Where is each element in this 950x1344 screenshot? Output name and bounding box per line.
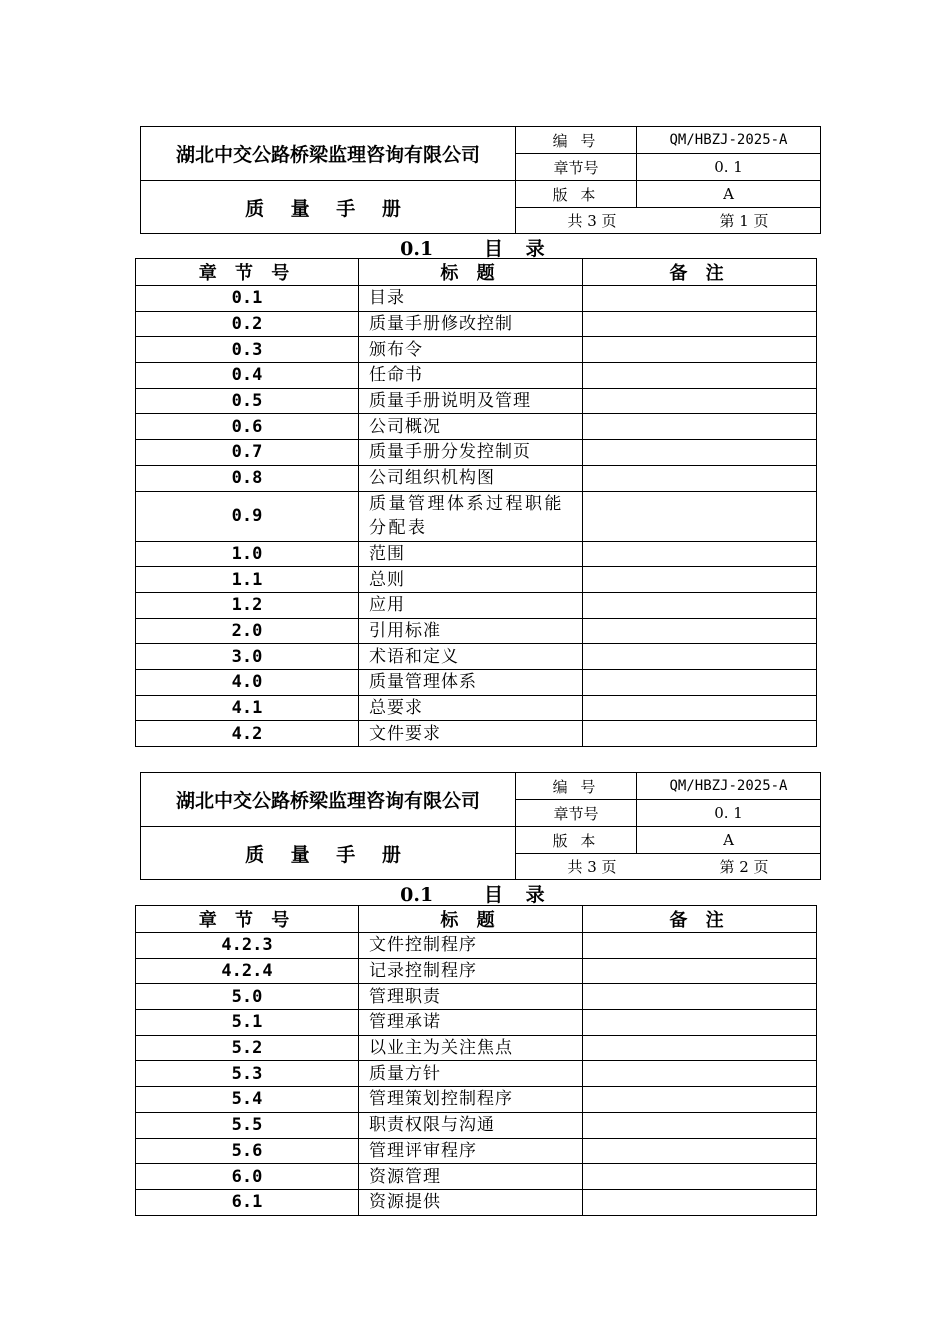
chapter-title: 质量管理体系 [359,669,583,695]
chapter-number: 4.0 [136,669,359,695]
chapter-number: 0.2 [136,311,359,337]
chapter-number: 6.0 [136,1164,359,1190]
toc-row [136,695,817,721]
chapter-column-header: 章 节 号 [136,259,359,286]
chapter-title: 公司概况 [359,414,583,440]
chapter-note [583,1112,817,1138]
chapter-note [583,1010,817,1036]
toc-row [136,1138,817,1164]
chapter-title: 记录控制程序 [359,958,583,984]
chapter-title: 任命书 [359,363,583,389]
chapter-note [583,465,817,491]
toc-row [136,286,817,312]
page-number: 第 1 页 [719,212,769,230]
chapter-title: 管理承诺 [359,1010,583,1036]
chapter-number: 0.4 [136,363,359,389]
toc-title-text: 目 录 [484,238,553,260]
chapter-note [583,1189,817,1215]
toc-row [136,984,817,1010]
chapter-number: 0.7 [136,440,359,466]
toc-title-number: 0.1 [400,238,434,260]
version-value: A [637,181,821,208]
chapter-number: 0.6 [136,414,359,440]
toc-row [136,491,817,541]
chapter-note [583,541,817,567]
toc-row [136,1010,817,1036]
chapter-title: 管理评审程序 [359,1138,583,1164]
toc-row [136,669,817,695]
chapter-number: 6.1 [136,1189,359,1215]
toc-header-row [136,259,817,286]
chapter-note [583,618,817,644]
chapter-title: 质量手册修改控制 [359,311,583,337]
toc-row [136,1035,817,1061]
toc-row [136,618,817,644]
chapter-number: 1.1 [136,567,359,593]
manual-title: 质 量 手 册 [141,181,516,234]
chapter-label: 章节号 [516,154,637,181]
toc-row [136,644,817,670]
toc-row [136,440,817,466]
code-value: QM/HBZJ-2025-A [637,773,821,800]
toc-row [136,1087,817,1113]
version-label: 版 本 [516,827,637,854]
chapter-title: 目录 [359,286,583,312]
chapter-note [583,721,817,747]
chapter-title: 以业主为关注焦点 [359,1035,583,1061]
chapter-note [583,644,817,670]
toc-row [136,465,817,491]
toc-row [136,541,817,567]
chapter-title: 引用标准 [359,618,583,644]
toc-row [136,592,817,618]
toc-row [136,337,817,363]
chapter-number: 5.4 [136,1087,359,1113]
toc-table-2 [135,905,817,1216]
toc-row [136,1061,817,1087]
company-name: 湖北中交公路桥梁监理咨询有限公司 [141,127,516,181]
toc-row [136,933,817,959]
chapter-number: 5.0 [136,984,359,1010]
chapter-title: 职责权限与沟通 [359,1112,583,1138]
chapter-note [583,984,817,1010]
toc-row [136,414,817,440]
toc-row [136,567,817,593]
note-column-header: 备 注 [583,906,817,933]
total-pages: 共 3 页 [567,858,617,876]
chapter-title: 应用 [359,592,583,618]
version-label: 版 本 [516,181,637,208]
chapter-number: 4.2 [136,721,359,747]
chapter-number: 4.1 [136,695,359,721]
toc-header-row [136,906,817,933]
chapter-title: 资源管理 [359,1164,583,1190]
chapter-title: 质量方针 [359,1061,583,1087]
title-column-header: 标 题 [359,259,583,286]
chapter-number: 1.0 [136,541,359,567]
page-info [516,208,821,234]
chapter-note [583,440,817,466]
chapter-number: 0.5 [136,388,359,414]
version-value: A [637,827,821,854]
chapter-number: 1.2 [136,592,359,618]
chapter-note [583,1164,817,1190]
chapter-note [583,414,817,440]
chapter-title: 质量手册说明及管理 [359,388,583,414]
chapter-title: 质量手册分发控制页 [359,440,583,466]
toc-title-1 [0,234,950,261]
chapter-note [583,1138,817,1164]
company-name: 湖北中交公路桥梁监理咨询有限公司 [141,773,516,827]
chapter-note [583,933,817,959]
chapter-note [583,958,817,984]
toc-row [136,1189,817,1215]
chapter-note [583,1035,817,1061]
chapter-note [583,695,817,721]
chapter-note [583,1061,817,1087]
toc-row [136,363,817,389]
chapter-title: 质量管理体系过程职能分配表 [359,491,583,541]
chapter-title: 公司组织机构图 [359,465,583,491]
chapter-note [583,669,817,695]
chapter-number: 0.1 [136,286,359,312]
code-value: QM/HBZJ-2025-A [637,127,821,154]
header-table-2 [140,772,821,880]
chapter-note [583,337,817,363]
page-info [516,854,821,880]
chapter-number: 5.1 [136,1010,359,1036]
chapter-label: 章节号 [516,800,637,827]
chapter-title: 管理职责 [359,984,583,1010]
chapter-number: 0.3 [136,337,359,363]
toc-row [136,388,817,414]
chapter-number: 5.2 [136,1035,359,1061]
chapter-title: 资源提供 [359,1189,583,1215]
chapter-value: 0. 1 [637,800,821,827]
chapter-title: 总要求 [359,695,583,721]
toc-title-text: 目 录 [484,884,553,906]
chapter-note [583,363,817,389]
title-column-header: 标 题 [359,906,583,933]
chapter-column-header: 章 节 号 [136,906,359,933]
chapter-title: 文件要求 [359,721,583,747]
toc-table-1 [135,258,817,747]
chapter-number: 4.2.4 [136,958,359,984]
toc-title-number: 0.1 [400,884,434,906]
chapter-value: 0. 1 [637,154,821,181]
toc-row [136,721,817,747]
chapter-number: 3.0 [136,644,359,670]
chapter-note [583,592,817,618]
chapter-number: 5.3 [136,1061,359,1087]
total-pages: 共 3 页 [567,212,617,230]
code-label: 编 号 [516,127,637,154]
chapter-note [583,388,817,414]
chapter-title: 术语和定义 [359,644,583,670]
chapter-title: 范围 [359,541,583,567]
chapter-title: 颁布令 [359,337,583,363]
chapter-number: 5.5 [136,1112,359,1138]
chapter-title: 总则 [359,567,583,593]
chapter-title: 管理策划控制程序 [359,1087,583,1113]
chapter-number: 0.8 [136,465,359,491]
chapter-note [583,567,817,593]
toc-row [136,311,817,337]
toc-row [136,1112,817,1138]
note-column-header: 备 注 [583,259,817,286]
manual-title: 质 量 手 册 [141,827,516,880]
toc-row [136,958,817,984]
chapter-note [583,1087,817,1113]
code-label: 编 号 [516,773,637,800]
page-number: 第 2 页 [719,858,769,876]
chapter-number: 2.0 [136,618,359,644]
chapter-title: 文件控制程序 [359,933,583,959]
chapter-note [583,286,817,312]
chapter-number: 4.2.3 [136,933,359,959]
toc-title-2 [0,880,950,907]
chapter-number: 5.6 [136,1138,359,1164]
header-table-1 [140,126,821,234]
chapter-number: 0.9 [136,491,359,541]
chapter-note [583,311,817,337]
toc-row [136,1164,817,1190]
chapter-note [583,491,817,541]
